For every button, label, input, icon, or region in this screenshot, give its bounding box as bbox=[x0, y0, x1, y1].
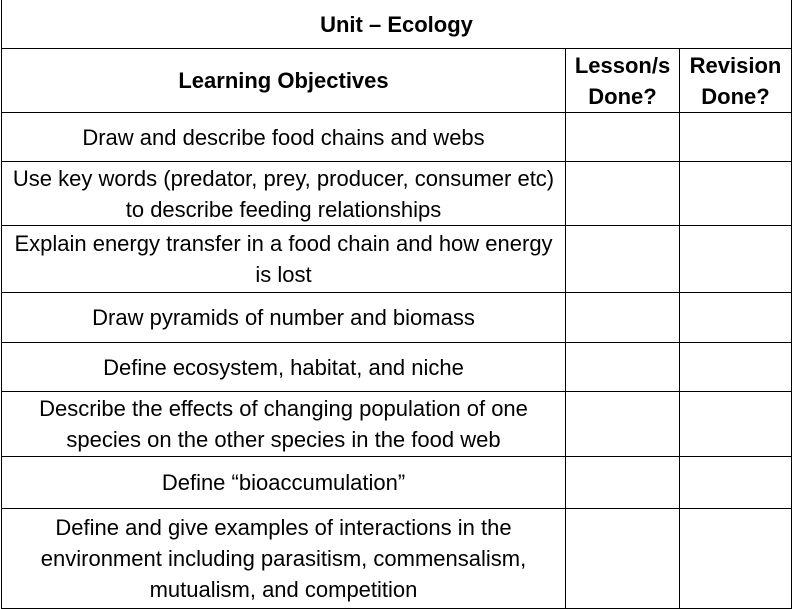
lesson-done-cell[interactable] bbox=[566, 392, 680, 457]
objective-cell: Define and give examples of interactions in the environment including parasitism, commensalism, mutualism, and competition bbox=[2, 509, 566, 609]
revision-done-cell[interactable] bbox=[680, 343, 792, 392]
objective-cell: Explain energy transfer in a food chain and how energy is lost bbox=[2, 226, 566, 293]
objectives-header: Learning Objectives bbox=[2, 49, 566, 113]
objective-cell: Use key words (predator, prey, producer, consumer etc) to describe feeding relationships bbox=[2, 162, 566, 226]
objective-cell: Define ecosystem, habitat, and niche bbox=[2, 343, 566, 392]
table-row bbox=[2, 392, 792, 457]
lesson-done-cell[interactable] bbox=[566, 457, 680, 509]
table-row bbox=[2, 162, 792, 226]
revision-done-cell[interactable] bbox=[680, 293, 792, 343]
table-row bbox=[2, 343, 792, 392]
header-row bbox=[2, 49, 792, 113]
title-row bbox=[2, 0, 792, 49]
unit-title: Unit – Ecology bbox=[2, 0, 792, 49]
objective-cell: Draw pyramids of number and biomass bbox=[2, 293, 566, 343]
lesson-done-cell[interactable] bbox=[566, 162, 680, 226]
table-row bbox=[2, 226, 792, 293]
table-row bbox=[2, 457, 792, 509]
lesson-done-cell[interactable] bbox=[566, 226, 680, 293]
objective-cell: Define “bioaccumulation” bbox=[2, 457, 566, 509]
objective-cell: Draw and describe food chains and webs bbox=[2, 113, 566, 162]
revision-done-cell[interactable] bbox=[680, 113, 792, 162]
revision-done-cell[interactable] bbox=[680, 392, 792, 457]
lessons-done-header: Lesson/s Done? bbox=[566, 49, 680, 113]
lesson-done-cell[interactable] bbox=[566, 113, 680, 162]
objective-cell: Describe the effects of changing population of one species on the other species in the food web bbox=[2, 392, 566, 457]
revision-done-cell[interactable] bbox=[680, 162, 792, 226]
revision-done-cell[interactable] bbox=[680, 226, 792, 293]
learning-objectives-table bbox=[1, 0, 792, 609]
table-row bbox=[2, 293, 792, 343]
revision-done-header: Revision Done? bbox=[680, 49, 792, 113]
lesson-done-cell[interactable] bbox=[566, 343, 680, 392]
lesson-done-cell[interactable] bbox=[566, 293, 680, 343]
revision-done-cell[interactable] bbox=[680, 457, 792, 509]
table-row bbox=[2, 113, 792, 162]
